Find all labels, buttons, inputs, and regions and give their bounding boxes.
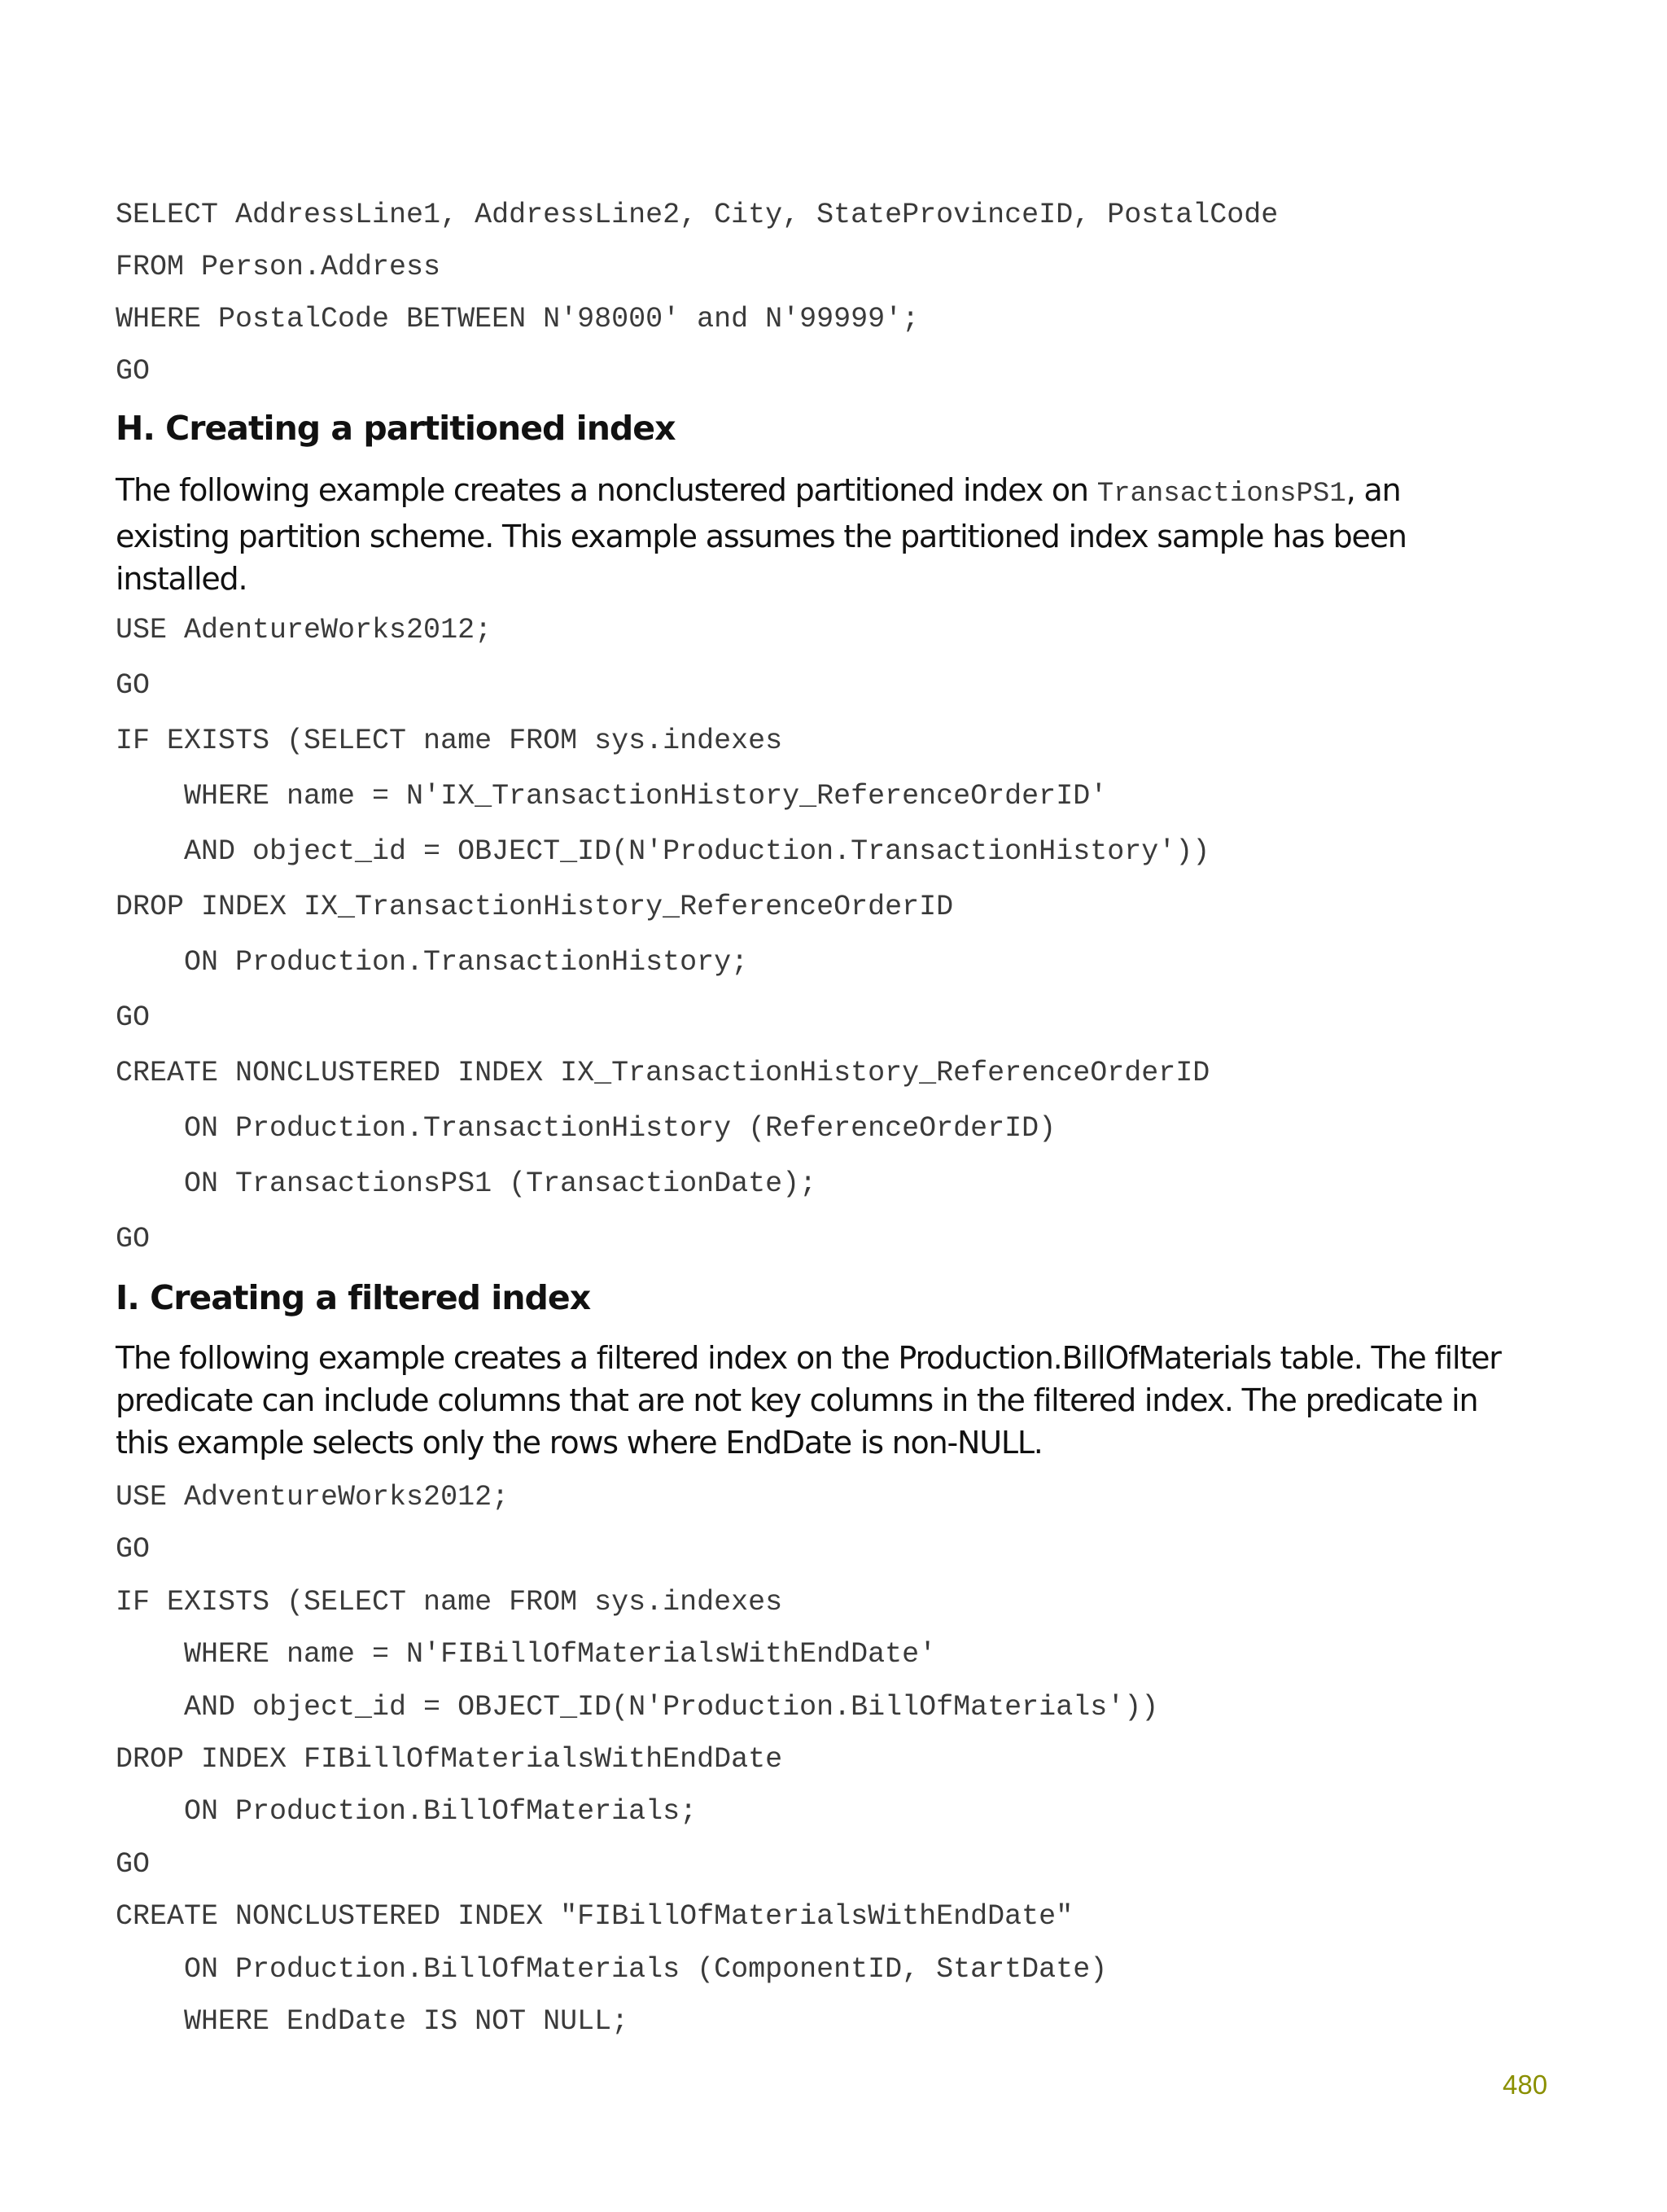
code-line: GO (116, 1001, 151, 1034)
code-line: GO (116, 669, 151, 702)
code-line: USE AdentureWorks2012; (116, 614, 492, 646)
section-heading-filtered-index: I. Creating a filtered index (116, 1278, 591, 1317)
paragraph-line: The following example creates a filtered index on the Production.BillOfMaterials table. The filter (116, 1340, 1501, 1376)
paragraph-line (116, 469, 1556, 515)
code-line: ON Production.TransactionHistory (ReferenceOrderID) (116, 1112, 1057, 1145)
code-line: IF EXISTS (SELECT name FROM sys.indexes (116, 1585, 783, 1618)
code-line: DROP INDEX FIBillOfMaterialsWithEndDate (116, 1742, 783, 1776)
code-line: GO (116, 355, 151, 388)
page-number: 480 (1503, 2070, 1548, 2100)
code-line: CREATE NONCLUSTERED INDEX "FIBillOfMaterialsWithEndDate" (116, 1900, 1074, 1934)
code-line: ON Production.BillOfMaterials; (116, 1795, 698, 1829)
code-line: AND object_id = OBJECT_ID(N'Production.TransactionHistory')) (116, 835, 1210, 868)
code-line: WHERE EndDate IS NOT NULL; (116, 2004, 629, 2038)
code-line: WHERE name = N'IX_TransactionHistory_ReferenceOrderID' (116, 780, 1108, 813)
section-paragraph-filtered-index (116, 1337, 1556, 1464)
code-block-partitioned-index (116, 611, 1210, 1275)
paragraph-line: predicate can include columns that are not key columns in the filtered index. The predicate in (116, 1382, 1478, 1418)
code-line: GO (116, 1533, 151, 1566)
paragraph-line: existing partition scheme. This example assumes the partitioned index sample has been (116, 519, 1407, 554)
code-line: GO (116, 1223, 151, 1255)
paragraph-line: this example selects only the rows where EndDate is non-NULL. (116, 1425, 1043, 1461)
paragraph-line: installed. (116, 561, 247, 597)
code-block-filtered-index (116, 1478, 1158, 2054)
code-line: ON Production.TransactionHistory; (116, 946, 749, 979)
code-line: ON Production.BillOfMaterials (ComponentID, StartDate) (116, 1952, 1108, 1986)
code-line: AND object_id = OBJECT_ID(N'Production.BillOfMaterials')) (116, 1690, 1159, 1724)
paragraph-text: The following example creates a nonclustered partitioned index on (116, 472, 1097, 508)
code-line: IF EXISTS (SELECT name FROM sys.indexes (116, 725, 783, 757)
code-line: CREATE NONCLUSTERED INDEX IX_TransactionHistory_ReferenceOrderID (116, 1057, 1210, 1089)
inline-code: TransactionsPS1 (1096, 479, 1346, 510)
section-heading-partitioned-index: H. Creating a partitioned index (116, 409, 676, 448)
code-block-select-address (116, 195, 1278, 404)
code-line: WHERE PostalCode BETWEEN N'98000' and N'99999'; (116, 303, 920, 335)
code-line: FROM Person.Address (116, 251, 441, 283)
code-line: GO (116, 1847, 151, 1881)
code-line: DROP INDEX IX_TransactionHistory_ReferenceOrderID (116, 891, 954, 923)
paragraph-text: , an (1345, 472, 1401, 508)
section-paragraph-partitioned-index (116, 469, 1556, 600)
code-line: USE AdventureWorks2012; (116, 1481, 510, 1513)
code-line: ON TransactionsPS1 (TransactionDate); (116, 1167, 817, 1200)
code-line: SELECT AddressLine1, AddressLine2, City, StateProvinceID, PostalCode (116, 199, 1279, 231)
code-line: WHERE name = N'FIBillOfMaterialsWithEndDate' (116, 1638, 937, 1671)
